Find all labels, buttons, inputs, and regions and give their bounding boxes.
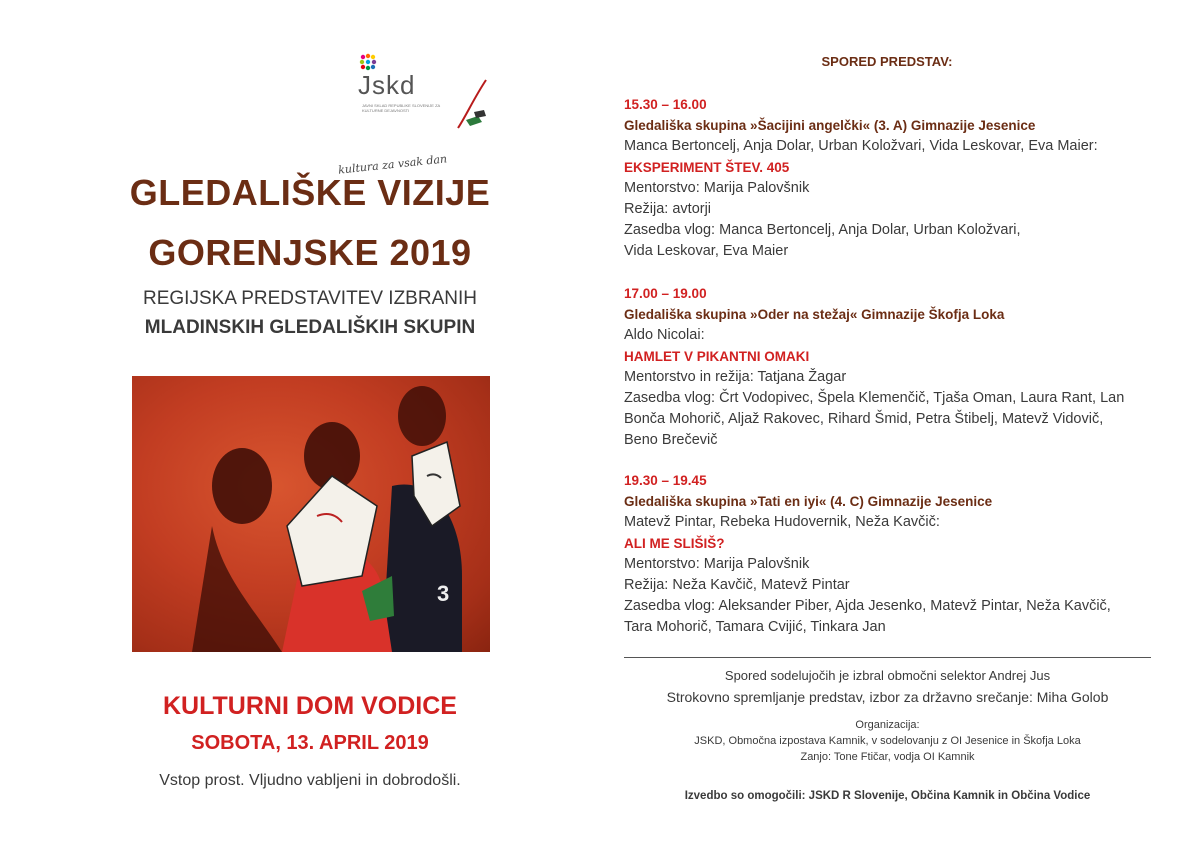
performance-play-title: HAMLET V PIKANTNI OMAKI [624,349,810,364]
expert-credit: Strokovno spremljanje predstav, izbor za državno srečanje: Miha Golob [666,689,1109,705]
performance-group: Gledališka skupina »Šacijini angelčki« (3. A) Gimnazije Jesenice [624,118,1036,133]
performance-detail: Mentorstvo in režija: Tatjana Žagar [624,369,847,385]
performance-group: Gledališka skupina »Oder na stežaj« Gimnazije Škofja Loka [624,307,1005,322]
performance-block [624,283,1164,451]
svg-text:3: 3 [437,581,450,606]
quill-icon [452,76,492,136]
performance-authors: Aldo Nicolai: [624,327,705,343]
performance-play-title: EKSPERIMENT ŠTEV. 405 [624,160,790,175]
poster-title-line1: GLEDALIŠKE VIZIJE [129,172,491,213]
sponsors-credit: Izvedbo so omogočili: JSKD R Slovenije, Občina Kamnik in Občina Vodice [684,790,1091,802]
entry-note: Vstop prost. Vljudno vabljeni in dobrodošli. [159,772,461,789]
poster-left-column [100,0,520,850]
performance-detail: Zasedba vlog: Manca Bertoncelj, Anja Dolar, Urban Koložvari, [624,222,1021,238]
logo-wordmark: Jskd [358,70,416,100]
poster-subtitle-line2: MLADINSKIH GLEDALIŠKIH SKUPIN [144,317,476,338]
performance-time: 19.30 – 19.45 [624,473,707,488]
performance-detail: Mentorstvo: Marija Palovšnik [624,180,810,196]
masks-illustration [132,376,490,652]
logo-small-text: JAVNI SKLAD REPUBLIKE SLOVENIJE ZA KULTURNE DEJAVNOSTI [362,103,440,113]
organization-label: Organizacija: [855,719,920,731]
schedule-column [624,0,1164,850]
performance-detail: Režija: Neža Kavčič, Matevž Pintar [624,577,850,593]
performance-authors: Matevž Pintar, Rebeka Hudovernik, Neža Kavčič: [624,514,940,530]
performance-detail: Režija: avtorji [624,201,712,217]
performance-block [624,94,1164,262]
event-venue: KULTURNI DOM VODICE [163,692,457,720]
organization-line: JSKD, Območna izpostava Kamnik, v sodelovanju z OI Jesenice in Škofja Loka [694,735,1081,747]
organization-line: Zanjo: Tone Ftičar, vodja OI Kamnik [800,751,975,763]
performance-detail: Mentorstvo: Marija Palovšnik [624,556,810,572]
selector-credit: Spored sodelujočih je izbral območni selektor Andrej Jus [724,668,1051,683]
performance-play-title: ALI ME SLIŠIŠ? [624,536,725,551]
performance-detail: Zasedba vlog: Aleksander Piber, Ajda Jesenko, Matevž Pintar, Neža Kavčič, [624,598,1111,614]
section-divider [624,657,1151,658]
organization-block [624,717,1151,765]
performance-time: 17.00 – 19.00 [624,286,707,301]
performance-authors: Manca Bertoncelj, Anja Dolar, Urban Koložvari, Vida Leskovar, Eva Maier: [624,138,1098,154]
schedule-heading: SPORED PREDSTAV: [821,54,953,69]
performance-detail: Zasedba vlog: Črt Vodopivec, Špela Klemenčič, Tjaša Oman, Laura Rant, Lan [624,390,1125,406]
performance-detail: Bonča Mohorič, Aljaž Rakovec, Rihard Šmid, Petra Štibelj, Matevž Vidovič, [624,411,1104,427]
logo-slogan: kultura za vsak dan [337,152,448,177]
performance-detail: Tara Mohorič, Tamara Cvijić, Tinkara Jan [624,619,886,635]
poster-subtitle-line1: REGIJSKA PREDSTAVITEV IZBRANIH [143,288,477,309]
performance-detail: Beno Brečevič [624,432,718,448]
performance-block [624,470,1164,638]
performance-time: 15.30 – 16.00 [624,97,707,112]
jskd-logo [230,48,480,177]
event-date: SOBOTA, 13. APRIL 2019 [191,732,429,754]
theatre-photo [132,376,490,652]
performance-detail: Vida Leskovar, Eva Maier [624,243,789,259]
performance-group: Gledališka skupina »Tati en iyi« (4. C) Gimnazije Jesenice [624,494,993,509]
poster-title-line2: GORENJSKE 2019 [148,232,472,273]
